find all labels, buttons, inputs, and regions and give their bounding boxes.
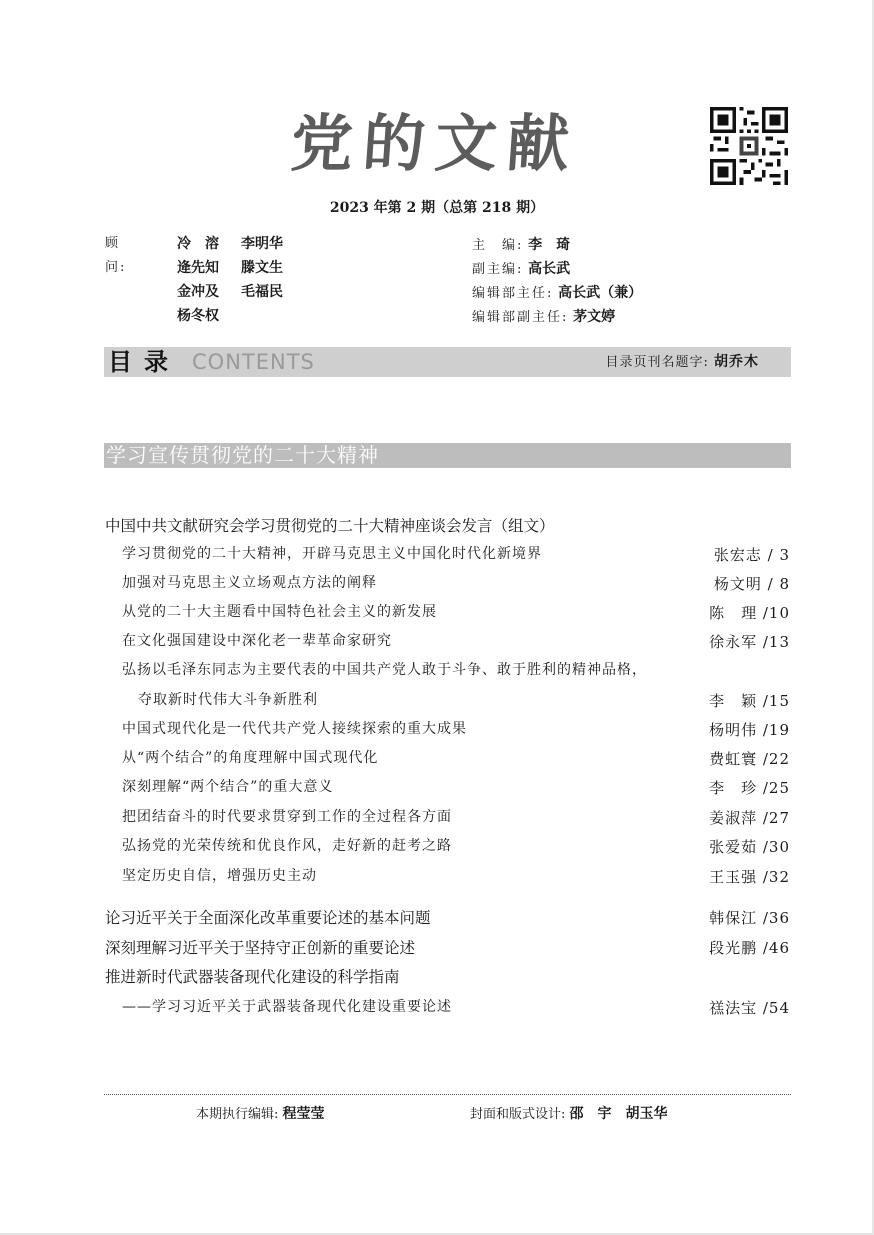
dept-director-name: 高长武（兼）	[558, 285, 643, 301]
advisor-name: 冷 溶	[177, 236, 219, 252]
deputy-editor-name: 高长武	[528, 261, 571, 277]
design-credit	[470, 1103, 668, 1123]
exec-editor-name: 程莹莹	[282, 1106, 325, 1122]
toc-entry-author-page: 李 颖 /15	[709, 692, 790, 710]
toc-entry-author-page: 姜淑萍 /27	[709, 809, 790, 827]
toc-entry-title: 推进新时代武器装备现代化建设的科学指南	[105, 968, 400, 986]
toc-entry-author-page: 韩保江 /36	[709, 909, 790, 927]
footer-divider	[104, 1094, 791, 1095]
toc-entry-author-page: 王玉强 /32	[709, 868, 790, 886]
toc-entry-author-page: 段光鹏 /46	[709, 939, 790, 957]
toc-entry-title: 加强对马克思主义立场观点方法的阐释	[122, 575, 377, 591]
toc-entry-author-page: 杨明伟 /19	[709, 721, 790, 739]
advisor-name: 滕文生	[241, 260, 283, 276]
toc-entry-title: 深刻理解习近平关于坚持守正创新的重要论述	[105, 939, 416, 957]
advisor-name: 杨冬权	[177, 308, 219, 324]
calligraphy-credit	[605, 347, 759, 378]
calligraphy-label: 目录页刊名题字:	[605, 355, 709, 370]
design-names: 邵 宇 胡玉华	[569, 1106, 668, 1122]
dept-director-label: 编辑部主任:	[472, 286, 554, 301]
deputy-editor-label: 副主编:	[472, 262, 524, 277]
issue-number: 2023 年第 2 期（总第 218 期）	[329, 200, 545, 216]
toc-entry-title: 在文化强国建设中深化老一辈革命家研究	[122, 633, 392, 649]
advisor-name: 逄先知	[177, 260, 219, 276]
toc-entry-author-page: 李 珍 /25	[709, 779, 790, 797]
toc-entry-title: 弘扬党的光荣传统和优良作风，走好新的赶考之路	[122, 838, 452, 854]
calligraphy-name: 胡乔木	[714, 354, 759, 370]
section-heading: 学习宣传贯彻党的二十大精神	[104, 443, 791, 468]
toc-entry-author-page: 禚法宝 /54	[709, 999, 790, 1017]
dept-deputy-director-name: 茅文婷	[573, 309, 616, 325]
toc-entry-title: 从“两个结合”的角度理解中国式现代化	[122, 750, 379, 766]
advisor-name: 毛福民	[241, 284, 283, 300]
toc-entry-title: 学习贯彻党的二十大精神，开辟马克思主义中国化时代化新境界	[122, 546, 542, 562]
dept-deputy-director-label: 编辑部副主任:	[472, 310, 569, 325]
toc-entry-title: ——学习习近平关于武器装备现代化建设重要论述	[122, 999, 452, 1015]
design-label: 封面和版式设计:	[470, 1107, 566, 1122]
editors-block	[472, 232, 642, 328]
toc-entry-title: 夺取新时代伟大斗争新胜利	[138, 692, 318, 708]
toc-entry-title: 论习近平关于全面深化改革重要论述的基本问题	[105, 909, 431, 927]
toc-entry-title: 中国式现代化是一代代共产党人接续探索的重大成果	[122, 721, 467, 737]
editor-in-chief-label: 主 编:	[472, 238, 524, 253]
toc-entry-title: 从党的二十大主题看中国特色社会主义的新发展	[122, 604, 437, 620]
exec-editor-label: 本期执行编辑:	[196, 1107, 279, 1122]
toc-entry-title: 深刻理解“两个结合”的重大意义	[122, 779, 334, 795]
toc-entry-author-page: 徐永军 /13	[709, 633, 790, 651]
advisors-label: 顾 问:	[105, 236, 136, 275]
journal-title: 党的文献	[288, 107, 582, 180]
contents-bar	[104, 347, 791, 377]
qr-code-icon	[710, 107, 788, 185]
toc-entry-title: 坚定历史自信，增强历史主动	[122, 868, 317, 884]
contents-heading: 目录	[108, 348, 180, 376]
toc-entry-title: 中国中共文献研究会学习贯彻党的二十大精神座谈会发言（组文）	[105, 517, 555, 535]
toc-entry-author-page: 陈 理 /10	[709, 604, 790, 622]
toc-entry-author-page: 张宏志 / 3	[713, 546, 790, 564]
exec-editor-credit	[196, 1103, 325, 1123]
toc-entry-author-page: 费虹寰 /22	[709, 750, 790, 768]
advisor-name: 李明华	[241, 236, 283, 252]
toc-entry-title: 弘扬以毛泽东同志为主要代表的中国共产党人敢于斗争、敢于胜利的精神品格，	[122, 662, 647, 678]
advisor-name: 金冲及	[177, 284, 219, 300]
editor-in-chief-name: 李 琦	[528, 237, 571, 253]
toc-entry-title: 把团结奋斗的时代要求贯穿到工作的全过程各方面	[122, 809, 452, 825]
toc-entry-author-page: 张爱茹 /30	[709, 838, 790, 856]
toc-entry-author-page: 杨文明 / 8	[713, 575, 790, 593]
contents-heading-english: CONTENTS	[192, 350, 315, 374]
